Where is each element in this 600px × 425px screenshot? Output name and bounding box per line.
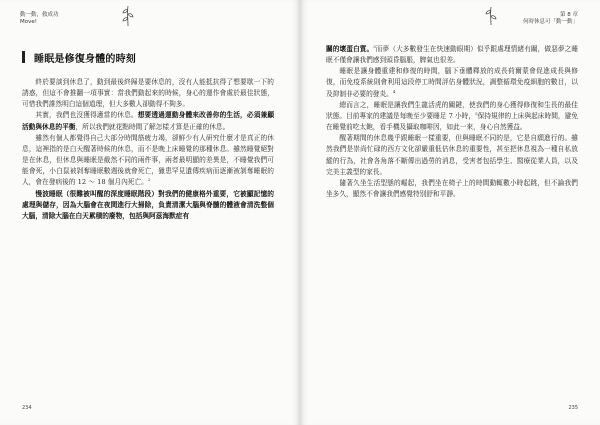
- text-run: 而夢（大多數發生在快速動眼期）似乎跟處理情緒有關，做惡夢之睡眠不僅會讓我們感到頭昏腦脹，脾氣也很差。: [326, 45, 579, 65]
- left-body-text: [22, 77, 274, 222]
- section-heading: 睡眠是修復身體的時刻: [34, 54, 136, 65]
- page-number-right: 235: [568, 405, 578, 411]
- footnote-marker: 5: [475, 110, 478, 116]
- body-paragraph: [326, 100, 578, 133]
- body-paragraph: [22, 189, 274, 222]
- text-run: 保持規律的上床與起床時間，避免在睡覺前吃太飽，看手機及攝取咖啡因，如此一來，身心自然獲益。: [326, 111, 578, 132]
- right-body-text: [326, 44, 578, 200]
- body-paragraph: [326, 178, 578, 200]
- leaf-sprig-icon: [118, 5, 138, 27]
- text-run: 睡眠是讓身體重建和修復的時間，腦下垂體釋放的成長荷爾蒙會促進成長與修復，而免疫系統則會利用這段停工時間評估身體狀況，調整循環免疫細胞的數目，以及抑制非必要的發炎。: [326, 67, 578, 98]
- right-page: [300, 0, 600, 425]
- footnote-marker: 4: [392, 88, 396, 94]
- body-paragraph: [326, 66, 578, 99]
- running-head-right-title: 何時休息可「動一動」: [522, 19, 578, 25]
- running-head-left-subtitle: Move!: [20, 19, 37, 25]
- footnote-marker: 3: [373, 43, 376, 49]
- text-run: 雖然有個人都覺得自己大部分時間筋疲力竭，卻鮮少有人研究什麼才是真正的休息，這裡指的是白天醒著時候的休息，而不是晚上床睡覺的那種休息。雖然睡覺絕對是在休息，但休息與睡眠是截然不同的兩件事，兩者最明顯的差異是，不睡覺我們可能會死，小白鼠被剝奪睡眠數週後就會死亡，獵患罕見遺傳疾病而逐漸被剝奪睡眠的人，會在發病後的 12 ～ 18 個月內死亡。: [22, 133, 274, 187]
- running-head-right: [523, 12, 578, 26]
- text-run: 其實，我們也沒獲得適當的休息。: [35, 111, 138, 120]
- body-paragraph: [22, 110, 274, 132]
- bold-text: 關的壞蛋白質。: [326, 45, 374, 53]
- body-paragraph: [326, 44, 578, 66]
- heading-rule: [22, 51, 25, 63]
- body-paragraph: [22, 77, 274, 110]
- text-run: 隨著久坐生活型態的崛起，我們坐在椅子上的時間動輒數小時起跳，但不論我們坐多久，顯然不會讓我們感覺特別舒和平靜。: [326, 178, 578, 199]
- running-head-right-chapter: 第 8 章: [560, 12, 578, 18]
- text-run: 總而言之，睡眠是讓我們生龍活虎的關鍵，使我們的身心獲得修復和生長的最佳狀態。目前專家的建議是每晚至少要睡足 7 小時，: [326, 100, 578, 120]
- bold-text: 想要透過運動身體來改善你的生活，必須兼顧活動與休息的平衡: [22, 111, 275, 131]
- bold-text: 慢波睡眠（很難被叫醒的深度睡眠階段）對我們的健康格外重要，它被顯記憶的處理與儲存，因為大腦會在夜間進行大掃除，負責清潔大腦與脊髓的體液會清洗整個大腦，清除大腦在白天累積的廢物，包括與阿茲海默症有: [22, 189, 274, 220]
- text-run: 終於要談到休息了，動到最後終歸是要休息的，沒有人能抵抗得了想要歇一下的誘惑，但這不會推翻一項事實：當我們動起來的時候，身心的運作會處於最佳狀態，可惜我們誰然明白這個道理，但大多數人卻動得不夠多。: [22, 78, 274, 109]
- leaf-sprig-icon: [482, 6, 500, 26]
- text-run: ，所以我們就花點時間了解怎樣才算是正確的休息。: [75, 122, 230, 131]
- body-paragraph: [22, 133, 274, 189]
- footnote-marker: 2: [147, 177, 151, 183]
- text-run: 醒著期間的休息幾乎跟睡眠一樣重要，但與睡眠不同的是，它是自願進行的。雖然我們是崇尚忙碌的西方文化卻嚴重低估休息的重要性，甚至把休息視為一種自私放縱的行為，社會各角落不斷傳出過勞的消息，受害者包括學生、醫療從業人員，以及完美主義型的家長。: [326, 134, 578, 176]
- running-head-left-title: 動一動，救成功: [20, 12, 59, 18]
- page-number-left: 234: [22, 405, 32, 411]
- body-paragraph: [326, 133, 578, 178]
